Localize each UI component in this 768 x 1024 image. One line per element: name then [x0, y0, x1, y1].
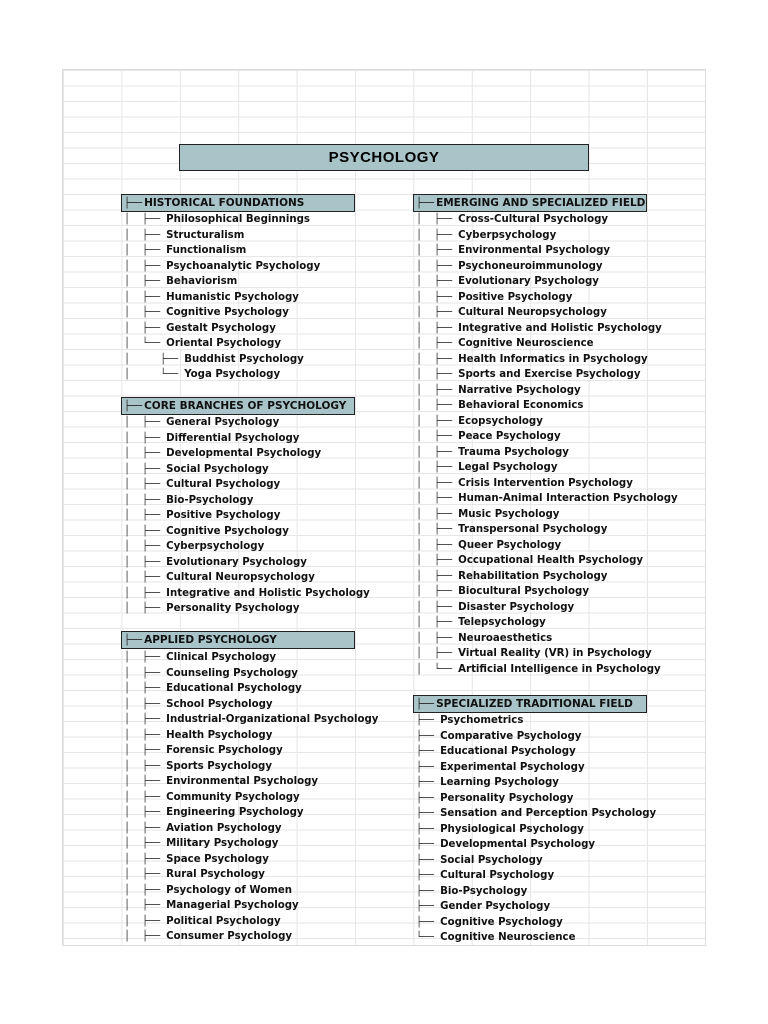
- tree-connector: │ ├──: [124, 807, 167, 818]
- tree-connector: ├──: [416, 916, 441, 928]
- tree-connector: │ ├──: [124, 745, 167, 756]
- list-item: [416, 491, 678, 507]
- applied-psychology-list: [124, 650, 378, 945]
- list-item-label: Psychology of Women: [166, 884, 293, 896]
- list-item-label: Cognitive Psychology: [166, 525, 289, 537]
- list-item-label: Virtual Reality (VR) in Psychology: [458, 648, 652, 659]
- list-item: [416, 243, 678, 259]
- list-item: [416, 398, 678, 414]
- list-item-label: Ecopsychology: [458, 415, 543, 427]
- tree-connector: │ ├──: [124, 822, 167, 834]
- tree-connector: │ ├──: [416, 400, 459, 411]
- list-item: [124, 305, 320, 321]
- tree-connector: │ ├──: [124, 432, 167, 444]
- list-item: [124, 352, 320, 368]
- list-item: [124, 212, 320, 228]
- list-item-label: Crisis Intervention Psychology: [458, 477, 633, 489]
- list-item-label: Cognitive Neuroscience: [440, 932, 576, 943]
- list-item-label: Educational Psychology: [166, 683, 302, 694]
- list-item: [124, 259, 320, 275]
- section-header-label: HISTORICAL FOUNDATIONS: [144, 197, 305, 209]
- header-tree-connector: ├──: [416, 197, 435, 209]
- tree-connector: │ ├──: [124, 729, 167, 741]
- list-item-label: Behavioral Economics: [458, 400, 584, 411]
- list-item-label: Cognitive Psychology: [166, 307, 289, 318]
- list-item-label: Psychoanalytic Psychology: [166, 260, 321, 272]
- tree-connector: │ ├──: [416, 493, 459, 504]
- tree-connector: │ ├──: [416, 214, 459, 225]
- section-header-specialized-traditional: [413, 695, 647, 713]
- list-item-label: Integrative and Holistic Psychology: [166, 587, 370, 599]
- list-item: [416, 662, 678, 678]
- list-item-label: Differential Psychology: [166, 432, 300, 444]
- list-item: [416, 713, 656, 729]
- tree-connector: │ ├──: [416, 508, 459, 520]
- list-item-label: Positive Psychology: [458, 291, 573, 303]
- list-item-label: School Psychology: [166, 698, 273, 710]
- list-item-label: Gender Psychology: [440, 901, 551, 912]
- list-item: [124, 836, 378, 852]
- tree-connector: │ ├──: [416, 415, 459, 427]
- list-item-label: Cognitive Neuroscience: [458, 338, 594, 349]
- list-item-label: Experimental Psychology: [440, 761, 585, 773]
- list-item-label: Integrative and Holistic Psychology: [458, 322, 662, 334]
- list-item-label: Telepsychology: [458, 617, 546, 628]
- list-item: [416, 806, 656, 822]
- list-item: [124, 852, 378, 868]
- list-item-label: Personality Psychology: [166, 603, 300, 614]
- tree-connector: ├──: [416, 823, 441, 835]
- list-item: [124, 650, 378, 666]
- tree-connector: │ ├──: [416, 431, 459, 442]
- list-item-label: Neuroaesthetics: [458, 632, 553, 644]
- list-item: [124, 728, 378, 744]
- list-item: [124, 759, 378, 775]
- list-item-label: Social Psychology: [166, 463, 269, 475]
- list-item-label: Managerial Psychology: [166, 900, 299, 911]
- tree-connector: │ ├──: [416, 384, 459, 396]
- list-item-label: Functionalism: [166, 245, 247, 256]
- list-item: [124, 431, 370, 447]
- tree-connector: ├──: [416, 777, 441, 788]
- list-item: [124, 697, 378, 713]
- list-item: [124, 898, 378, 914]
- list-item-label: Evolutionary Psychology: [458, 276, 599, 287]
- list-item-label: Engineering Psychology: [166, 807, 304, 818]
- list-item: [124, 477, 370, 493]
- list-item: [124, 712, 378, 728]
- tree-connector: ├──: [416, 715, 441, 726]
- tree-connector: │ ├──: [416, 369, 459, 380]
- list-item-label: Cultural Neuropsychology: [166, 572, 315, 583]
- tree-connector: │ ├──: [124, 510, 167, 521]
- list-item: [416, 775, 656, 791]
- list-item-label: Buddhist Psychology: [184, 353, 304, 365]
- list-item: [416, 259, 678, 275]
- list-item: [416, 538, 678, 554]
- tree-connector: │ ├──: [124, 760, 167, 772]
- list-item: [416, 429, 678, 445]
- historical-foundations-list: [124, 212, 320, 383]
- tree-connector: │ ├──: [416, 648, 459, 659]
- tree-connector: │ ├──: [124, 714, 167, 725]
- tree-connector: │ ├──: [416, 446, 459, 458]
- tree-connector: │ ├──: [124, 448, 167, 459]
- tree-connector: │ ├──: [416, 524, 459, 535]
- tree-connector: │ ├──: [416, 632, 459, 644]
- list-item-label: Social Psychology: [440, 854, 543, 866]
- list-item: [416, 868, 656, 884]
- list-item: [124, 243, 320, 259]
- tree-connector: │ ├──: [124, 683, 167, 694]
- list-item: [416, 522, 678, 538]
- list-item: [416, 445, 678, 461]
- list-item: [124, 367, 320, 383]
- list-item-label: Oriental Psychology: [166, 338, 281, 349]
- list-item-label: Health Psychology: [166, 729, 273, 741]
- list-item: [124, 805, 378, 821]
- section-header-label: EMERGING AND SPECIALIZED FIELD: [436, 197, 646, 209]
- list-item: [416, 600, 678, 616]
- list-item-label: Structuralism: [166, 229, 245, 241]
- list-item-label: Cyberpsychology: [166, 541, 265, 552]
- list-item-label: Political Psychology: [166, 915, 281, 927]
- tree-connector: │ ├──: [124, 652, 167, 663]
- tree-connector: │ ├──: [416, 229, 459, 241]
- tree-connector: │ ├──: [124, 838, 167, 849]
- list-item: [124, 586, 370, 602]
- tree-connector: │ ├──: [416, 539, 459, 551]
- list-item: [416, 760, 656, 776]
- list-item-label: Rural Psychology: [166, 869, 265, 880]
- list-item-label: General Psychology: [166, 417, 280, 428]
- list-item-label: Cultural Psychology: [440, 870, 555, 881]
- list-item: [416, 915, 656, 931]
- list-item-label: Health Informatics in Psychology: [458, 353, 648, 365]
- list-item: [416, 228, 678, 244]
- list-item: [416, 383, 678, 399]
- tree-connector: │ ├──: [124, 229, 167, 241]
- section-header-historical-foundations: [121, 194, 355, 212]
- list-item-label: Learning Psychology: [440, 777, 559, 788]
- list-item-label: Queer Psychology: [458, 539, 562, 551]
- list-item: [416, 615, 678, 631]
- section-header-label: APPLIED PSYCHOLOGY: [144, 634, 277, 646]
- list-item-label: Narrative Psychology: [458, 384, 581, 396]
- list-item: [416, 631, 678, 647]
- list-item: [416, 321, 678, 337]
- list-item-label: Physiological Psychology: [440, 823, 584, 835]
- tree-connector: │ ├──: [124, 353, 185, 365]
- list-item-label: Rehabilitation Psychology: [458, 570, 608, 582]
- list-item: [416, 837, 656, 853]
- tree-connector: ├──: [416, 885, 441, 897]
- list-item: [416, 646, 678, 662]
- list-item: [416, 729, 656, 745]
- list-item: [124, 336, 320, 352]
- list-item-label: Sports and Exercise Psychology: [458, 369, 641, 380]
- list-item-label: Space Psychology: [166, 853, 269, 865]
- list-item-label: Bio-Psychology: [166, 494, 254, 506]
- list-item-label: Environmental Psychology: [166, 776, 319, 787]
- tree-connector: ├──: [416, 761, 441, 773]
- list-item-label: Behaviorism: [166, 276, 238, 287]
- list-item: [124, 790, 378, 806]
- list-item-label: Psychoneuroimmunology: [458, 260, 603, 272]
- list-item-label: Artificial Intelligence in Psychology: [458, 663, 661, 675]
- list-item-label: Human-Animal Interaction Psychology: [458, 493, 678, 504]
- tree-connector: │ └──: [124, 369, 185, 380]
- list-item-label: Cognitive Psychology: [440, 916, 563, 928]
- header-tree-connector: ├──: [416, 698, 435, 710]
- list-item: [124, 462, 370, 478]
- tree-connector: │ ├──: [124, 417, 167, 428]
- tree-connector: │ ├──: [124, 667, 167, 679]
- emerging-specialized-list: [416, 212, 678, 677]
- list-item-label: Positive Psychology: [166, 510, 281, 521]
- tree-connector: │ ├──: [124, 869, 167, 880]
- list-item: [416, 460, 678, 476]
- tree-connector: │ ├──: [124, 463, 167, 475]
- tree-connector: │ ├──: [416, 245, 459, 256]
- list-item-label: Disaster Psychology: [458, 601, 575, 613]
- tree-connector: │ ├──: [124, 494, 167, 506]
- list-item: [124, 524, 370, 540]
- list-item-label: Evolutionary Psychology: [166, 556, 307, 568]
- tree-connector: │ ├──: [124, 603, 167, 614]
- specialized-traditional-list: [416, 713, 656, 946]
- tree-connector: │ ├──: [416, 462, 459, 473]
- list-item-label: Transpersonal Psychology: [458, 524, 608, 535]
- list-item-label: Aviation Psychology: [166, 822, 282, 834]
- list-item-label: Developmental Psychology: [166, 448, 322, 459]
- list-item: [416, 791, 656, 807]
- tree-connector: ├──: [416, 792, 441, 804]
- list-item-label: Environmental Psychology: [458, 245, 611, 256]
- list-item: [124, 493, 370, 509]
- tree-connector: │ ├──: [416, 586, 459, 597]
- list-item-label: Bio-Psychology: [440, 885, 528, 897]
- list-item-label: Sports Psychology: [166, 760, 272, 772]
- list-item: [416, 822, 656, 838]
- list-item-label: Clinical Psychology: [166, 652, 277, 663]
- list-item-label: Music Psychology: [458, 508, 560, 520]
- tree-connector: │ ├──: [416, 353, 459, 365]
- header-tree-connector: ├──: [124, 634, 143, 646]
- list-item: [124, 274, 320, 290]
- tree-connector: ├──: [416, 746, 441, 757]
- list-item-label: Counseling Psychology: [166, 667, 298, 679]
- section-header-emerging-specialized: [413, 194, 647, 212]
- tree-connector: │ ├──: [416, 601, 459, 613]
- list-item-label: Industrial-Organizational Psychology: [166, 714, 379, 725]
- list-item: [124, 774, 378, 790]
- tree-connector: │ ├──: [124, 276, 167, 287]
- tree-connector: ├──: [416, 854, 441, 866]
- tree-connector: │ └──: [124, 338, 167, 349]
- tree-connector: │ ├──: [416, 617, 459, 628]
- tree-connector: │ ├──: [124, 884, 167, 896]
- tree-connector: │ ├──: [416, 570, 459, 582]
- tree-connector: ├──: [416, 901, 441, 912]
- list-item: [416, 212, 678, 228]
- tree-connector: │ ├──: [124, 931, 167, 942]
- list-item: [416, 884, 656, 900]
- tree-connector: │ ├──: [124, 541, 167, 552]
- tree-connector: │ ├──: [124, 322, 167, 334]
- tree-connector: ├──: [416, 808, 441, 819]
- tree-connector: │ ├──: [416, 555, 459, 566]
- tree-connector: │ ├──: [124, 915, 167, 927]
- list-item-label: Consumer Psychology: [166, 931, 293, 942]
- list-item-label: Educational Psychology: [440, 746, 576, 757]
- list-item-label: Community Psychology: [166, 791, 300, 803]
- page-title: PSYCHOLOGY: [179, 144, 589, 171]
- tree-connector: │ └──: [416, 663, 459, 675]
- list-item-label: Occupational Health Psychology: [458, 555, 644, 566]
- list-item: [124, 743, 378, 759]
- tree-connector: │ ├──: [416, 307, 459, 318]
- list-item: [416, 899, 656, 915]
- list-item: [124, 666, 378, 682]
- list-item-label: Yoga Psychology: [184, 369, 281, 380]
- list-item: [416, 553, 678, 569]
- list-item-label: Trauma Psychology: [458, 446, 569, 458]
- list-item: [124, 867, 378, 883]
- tree-connector: │ ├──: [124, 479, 167, 490]
- list-item-label: Cyberpsychology: [458, 229, 557, 241]
- tree-connector: │ ├──: [124, 291, 167, 303]
- section-header-applied-psychology: [121, 631, 355, 649]
- list-item: [416, 744, 656, 760]
- list-item-label: Cultural Psychology: [166, 479, 281, 490]
- list-item: [124, 821, 378, 837]
- tree-connector: │ ├──: [124, 245, 167, 256]
- tree-connector: │ ├──: [124, 791, 167, 803]
- list-item-label: Comparative Psychology: [440, 730, 582, 742]
- section-header-label: SPECIALIZED TRADITIONAL FIELD: [436, 698, 633, 710]
- list-item-label: Gestalt Psychology: [166, 322, 276, 334]
- list-item: [124, 446, 370, 462]
- list-item-label: Forensic Psychology: [166, 745, 283, 756]
- list-item: [124, 883, 378, 899]
- list-item: [124, 228, 320, 244]
- list-item-label: Developmental Psychology: [440, 839, 596, 850]
- tree-connector: ├──: [416, 870, 441, 881]
- list-item: [416, 367, 678, 383]
- list-item: [416, 290, 678, 306]
- list-item: [124, 601, 370, 617]
- tree-connector: │ ├──: [124, 698, 167, 710]
- list-item: [416, 507, 678, 523]
- list-item-label: Biocultural Psychology: [458, 586, 589, 597]
- list-item: [416, 336, 678, 352]
- section-header-core-branches: [121, 397, 355, 415]
- list-item: [124, 570, 370, 586]
- header-tree-connector: ├──: [124, 197, 143, 209]
- header-tree-connector: ├──: [124, 400, 143, 412]
- list-item: [416, 584, 678, 600]
- list-item: [416, 305, 678, 321]
- list-item: [124, 681, 378, 697]
- tree-connector: │ ├──: [124, 260, 167, 272]
- tree-connector: │ ├──: [124, 776, 167, 787]
- tree-connector: │ ├──: [416, 291, 459, 303]
- list-item: [124, 508, 370, 524]
- tree-connector: │ ├──: [124, 525, 167, 537]
- list-item: [124, 321, 320, 337]
- tree-connector: │ ├──: [124, 900, 167, 911]
- list-item: [416, 930, 656, 946]
- tree-connector: │ ├──: [124, 572, 167, 583]
- list-item: [124, 539, 370, 555]
- list-item-label: Legal Psychology: [458, 462, 558, 473]
- list-item: [416, 476, 678, 492]
- list-item-label: Humanistic Psychology: [166, 291, 299, 303]
- tree-connector: │ ├──: [416, 477, 459, 489]
- list-item: [416, 569, 678, 585]
- core-branches-list: [124, 415, 370, 617]
- list-item: [124, 290, 320, 306]
- tree-connector: │ ├──: [124, 853, 167, 865]
- tree-connector: │ ├──: [416, 322, 459, 334]
- list-item-label: Peace Psychology: [458, 431, 561, 442]
- list-item-label: Philosophical Beginnings: [166, 214, 310, 225]
- tree-connector: │ ├──: [416, 338, 459, 349]
- tree-connector: └──: [416, 932, 441, 943]
- list-item-label: Military Psychology: [166, 838, 279, 849]
- tree-connector: │ ├──: [124, 214, 167, 225]
- list-item: [416, 853, 656, 869]
- list-item-label: Personality Psychology: [440, 792, 574, 804]
- list-item-label: Cross-Cultural Psychology: [458, 214, 608, 225]
- tree-connector: │ ├──: [416, 260, 459, 272]
- list-item: [124, 555, 370, 571]
- list-item: [124, 929, 378, 945]
- tree-connector: │ ├──: [416, 276, 459, 287]
- list-item-label: Cultural Neuropsychology: [458, 307, 607, 318]
- tree-connector: ├──: [416, 839, 441, 850]
- list-item: [124, 914, 378, 930]
- section-header-label: CORE BRANCHES OF PSYCHOLOGY: [144, 400, 347, 412]
- tree-connector: │ ├──: [124, 556, 167, 568]
- list-item: [416, 274, 678, 290]
- tree-connector: │ ├──: [124, 587, 167, 599]
- list-item-label: Sensation and Perception Psychology: [440, 808, 657, 819]
- list-item: [124, 415, 370, 431]
- tree-connector: ├──: [416, 730, 441, 742]
- list-item: [416, 414, 678, 430]
- list-item: [416, 352, 678, 368]
- list-item-label: Psychometrics: [440, 715, 524, 726]
- tree-connector: │ ├──: [124, 307, 167, 318]
